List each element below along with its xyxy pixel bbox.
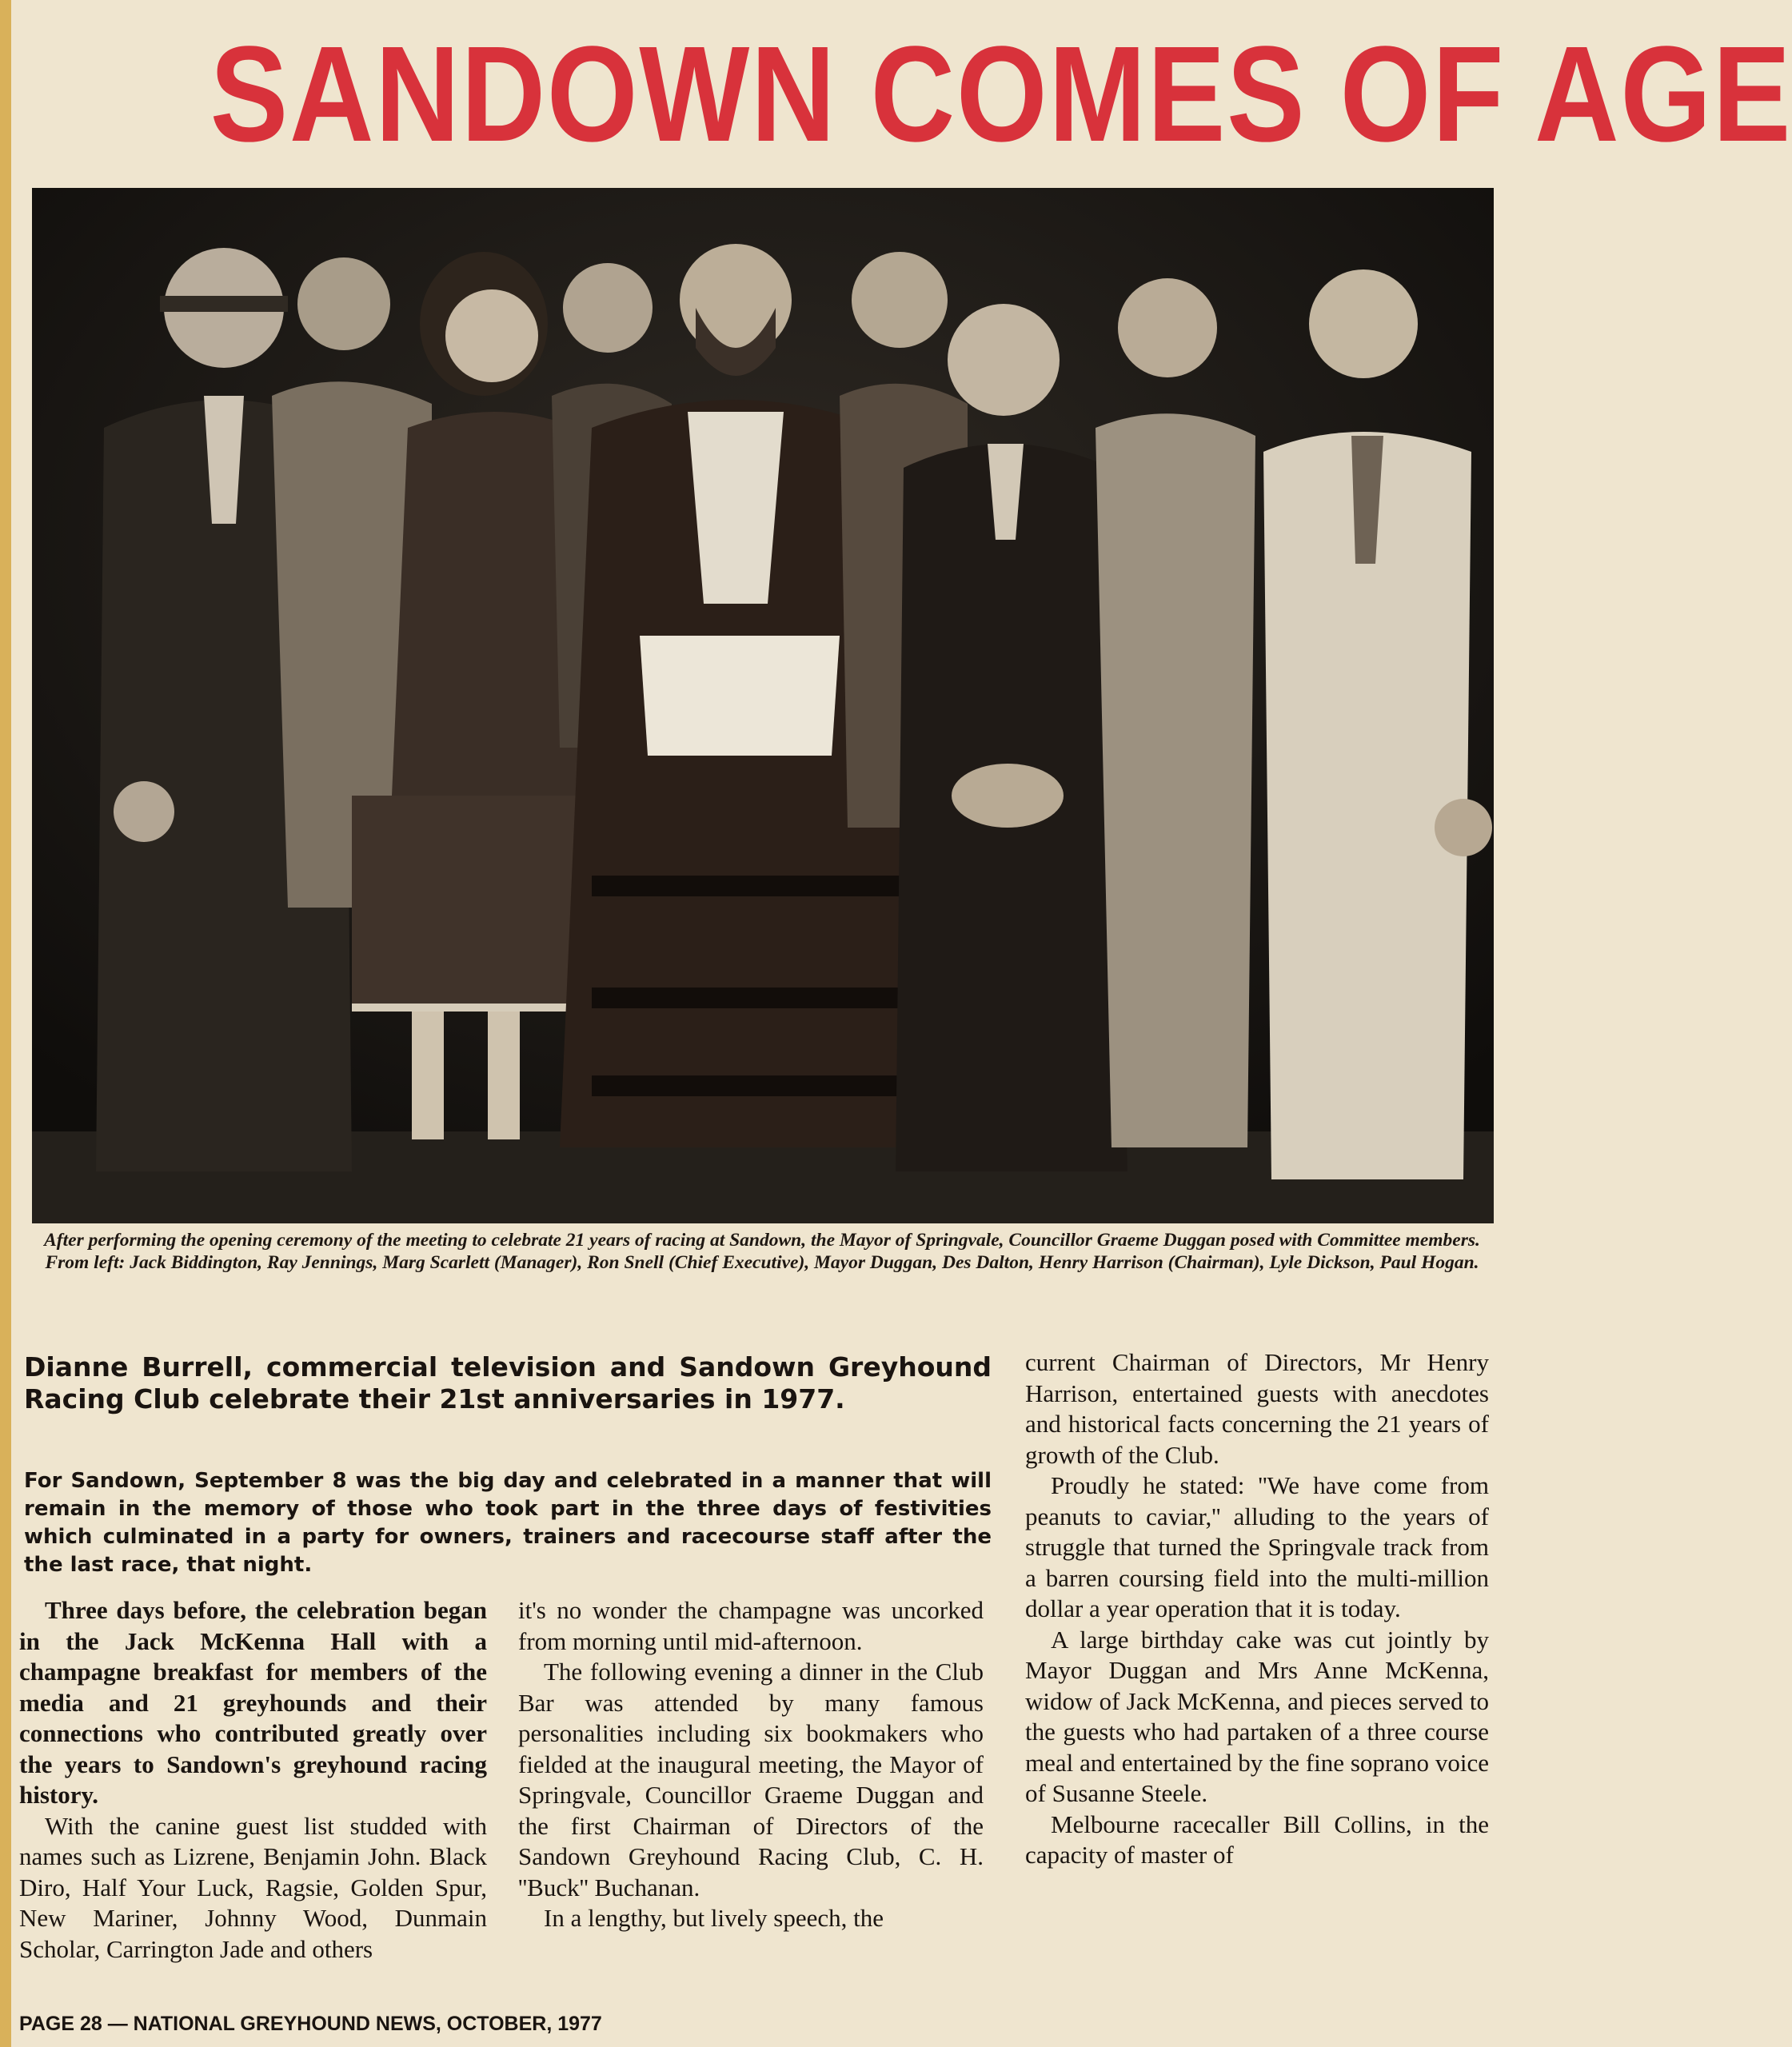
article-sublead: For Sandown, September 8 was the big day and celebrated in a manner that will remain in the memory of those who took part in the three days of festivities which culminated in a party for owners, trainers and racecourse staff after the the last race, that night. xyxy=(24,1469,992,1577)
article-column-1 xyxy=(19,1595,487,1965)
column-3-paragraph-3: A large birthday cake was cut jointly by Mayor Duggan and Mrs Anne McKenna, widow of Jack McKenna, and pieces served to the guests who had partaken of a three course meal and entertained by the fine soprano voice of Susanne Steele. xyxy=(1025,1625,1489,1807)
article-column-3 xyxy=(1025,1347,1489,1871)
article-lead: Dianne Burrell, commercial television and Sandown Greyhound Racing Club celebrate their 21st anniversaries in 1977. xyxy=(24,1351,992,1415)
page-footer: PAGE 28 — NATIONAL GREYHOUND NEWS, OCTOBER, 1977 xyxy=(19,2013,602,2035)
column-2-paragraph-3: In a lengthy, but lively speech, the xyxy=(544,1904,884,1932)
column-2-paragraph-1: it's no wonder the champagne was uncorked from morning until mid-afternoon. xyxy=(518,1596,984,1655)
group-photo-illustration xyxy=(32,188,1494,1223)
article-column-2 xyxy=(518,1595,984,1934)
group-photo xyxy=(32,188,1494,1223)
column-3-paragraph-4: Melbourne racecaller Bill Collins, in the capacity of master of xyxy=(1025,1810,1489,1869)
page-edge-strip xyxy=(0,0,11,2047)
article-headline: SANDOWN COMES OF AGE xyxy=(210,18,1792,170)
photo-caption: After performing the opening ceremony of the meeting to celebrate 21 years of racing at Sandown, the Mayor of Springvale, Councillor Graeme Duggan posed with Committee members. From left: Jack Biddington, Ray Jennings, Marg Scarlett (Manager), Ron Snell (Chief Executive), Mayor Duggan, Des Dalton, Henry Harrison (Chairman), Lyle Dickson, Paul Hogan. xyxy=(44,1230,1480,1273)
column-3-paragraph-1: current Chairman of Directors, Mr Henry Harrison, entertained guests with anecdotes and historical facts concerning the 21 years of growth of the Club. xyxy=(1025,1348,1489,1469)
column-3-paragraph-2: Proudly he stated: ''We have come from peanuts to caviar,'' alluding to the years of struggle that turned the Springvale track from a barren coursing field into the multi-million dollar a year operation that it is today. xyxy=(1025,1471,1489,1622)
column-1-paragraph-1: Three days before, the celebration began in the Jack McKenna Hall with a champagne breakfast for members of the media and 21 greyhounds and their connections who contributed greatly over the years to Sandown's greyhound racing history. xyxy=(19,1596,487,1809)
column-2-paragraph-2: The following evening a dinner in the Club Bar was attended by many famous personalities including six bookmakers who fielded at the inaugural meeting, the Mayor of Springvale, Councillor Graeme Duggan and the first Chairman of Directors of the Sandown Greyhound Racing Club, C. H. ''Buck'' Buchanan. xyxy=(518,1658,984,1901)
column-1-paragraph-2: With the canine guest list studded with names such as Lizrene, Benjamin John. Black Diro, Half Your Luck, Ragsie, Golden Spur, New Mariner, Johnny Wood, Dunmain Scholar, Carrington Jade and others xyxy=(19,1811,487,1963)
